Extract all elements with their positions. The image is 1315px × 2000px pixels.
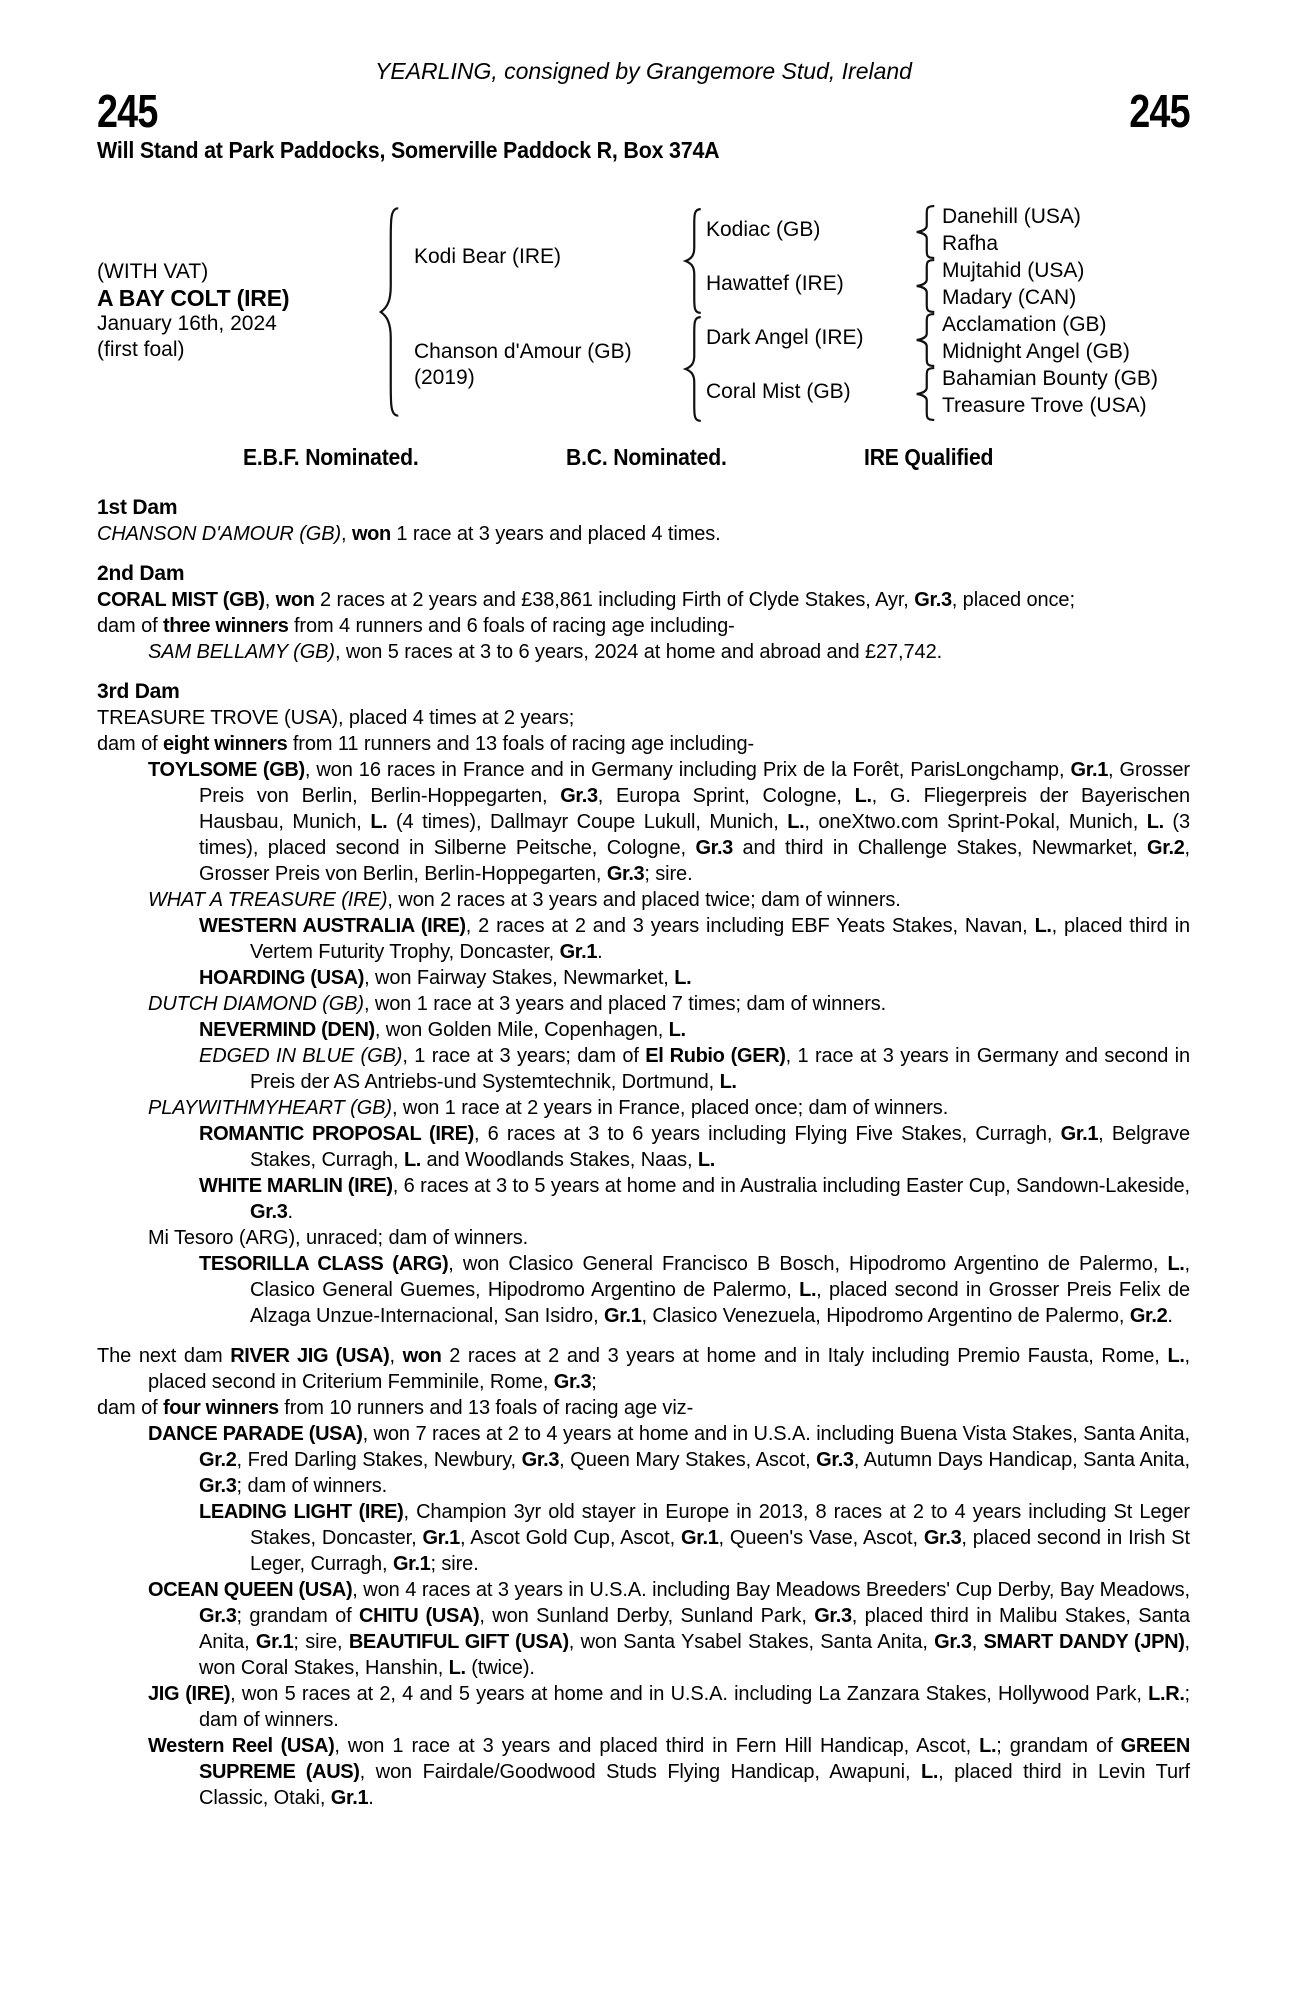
text-run: Gr.1 <box>392 1553 431 1575</box>
text-run: RIVER JIG (USA) <box>230 1345 390 1367</box>
text-run: , 1 race at 3 years in Germany and second in Preis der AS Antriebs-und Systemtechnik, Dortmund, <box>250 1045 1191 1093</box>
stand-location-line: Will Stand at Park Paddocks, Somerville Paddock R, Box 374A <box>97 137 720 163</box>
dam-section <box>97 495 1190 547</box>
curly-brace-icon <box>908 203 938 261</box>
text-run: , G. Fliegerpreis der Bayerischen Hausbau, Munich, <box>199 785 1190 833</box>
text-run: TREASURE TROVE (USA), placed 4 times at 2 years; <box>97 707 575 729</box>
text-run: CHANSON D'AMOUR (GB) <box>97 523 342 545</box>
text-run: ROMANTIC PROPOSAL (IRE) <box>199 1123 474 1145</box>
text-run: L. <box>697 1149 715 1171</box>
text-run: , <box>341 523 352 545</box>
pedigree-sire <box>402 203 678 311</box>
text-run: Gr.3 <box>923 1527 962 1549</box>
dam-heading: 2nd Dam <box>97 562 185 585</box>
text-run: L. <box>1167 1253 1185 1275</box>
text-run: , won 1 race at 3 years and placed 7 times; dam of winners. <box>363 993 887 1015</box>
pedigree-paragraph <box>97 1017 1190 1043</box>
text-run: , won 5 races at 3 to 6 years, 2024 at home and abroad and £27,742. <box>334 641 943 663</box>
curly-brace-icon <box>908 365 938 423</box>
text-run: , <box>264 589 276 611</box>
lot-number-left: 245 <box>97 85 158 137</box>
text-run: Gr.3 <box>934 1631 972 1653</box>
text-run: SAM BELLAMY (GB) <box>148 641 335 663</box>
text-run: L. <box>1167 1345 1185 1367</box>
text-run: . <box>1167 1305 1173 1327</box>
text-run: from 10 runners and 13 foals of racing age viz- <box>278 1397 694 1419</box>
bc-nomination: B.C. Nominated. <box>566 444 727 470</box>
pedigree-paragraph <box>97 705 1190 731</box>
curly-brace-icon <box>678 311 704 427</box>
pedigree-paragraph <box>97 1499 1190 1577</box>
dam-section <box>97 679 1190 1329</box>
text-run: , won Fairdale/Goodwood Studs Flying Handicap, Awapuni, <box>359 1761 922 1783</box>
text-run: L. <box>1146 811 1164 833</box>
text-run: WHITE MARLIN (IRE) <box>199 1175 393 1197</box>
pedigree-brace-gen3-3 <box>908 311 938 365</box>
text-run: Gr.1 <box>422 1527 460 1549</box>
text-run: L. <box>787 811 805 833</box>
text-run: WESTERN AUSTRALIA (IRE) <box>199 915 466 937</box>
pedigree-paragraph <box>97 587 1190 613</box>
granddam-paternal: Hawattef (IRE) <box>706 272 844 295</box>
pedigree-paragraph <box>97 1343 1190 1395</box>
text-run: HOARDING (USA) <box>199 967 365 989</box>
text-run: , <box>971 1631 984 1653</box>
gen3-ancestor: Bahamian Bounty (GB) <box>942 366 1158 390</box>
text-run: , placed third in Vertem Futurity Trophy, Doncaster, <box>250 915 1190 963</box>
pedigree-paragraph <box>97 1225 1190 1251</box>
text-run: CHITU (USA) <box>359 1605 480 1627</box>
pedigree-paragraph <box>97 639 1190 665</box>
text-run: Gr.2 <box>199 1449 237 1471</box>
text-run: Gr.1 <box>330 1787 369 1809</box>
text-run: , won Coral Stakes, Hanshin, <box>199 1631 1190 1679</box>
text-run: . <box>287 1201 293 1223</box>
text-run: ; sire. <box>430 1553 479 1575</box>
text-run: L. <box>674 967 692 989</box>
text-run: dam of <box>97 733 163 755</box>
pedigree-paragraph <box>97 757 1190 887</box>
dam-heading: 3rd Dam <box>97 680 180 703</box>
text-run: , placed second in Irish St Leger, Curragh, <box>250 1527 1190 1575</box>
text-run: SMART DANDY (JPN) <box>983 1631 1185 1653</box>
curly-brace-icon <box>372 203 402 421</box>
pedigree-paragraph <box>97 1043 1190 1095</box>
text-run: Gr.1 <box>559 941 598 963</box>
pedigree-brace-main <box>372 203 402 419</box>
text-run: , placed second in Grosser Preis Felix de Alzaga Unzue-Internacional, San Isidro, <box>250 1279 1190 1327</box>
subject-block <box>97 203 372 419</box>
ebf-nomination: E.B.F. Nominated. <box>243 444 419 470</box>
curly-brace-icon <box>678 203 704 319</box>
text-run: ; sire. <box>644 863 693 885</box>
text-run: EDGED IN BLUE (GB) <box>199 1045 403 1067</box>
text-run: , Grosser Preis von Berlin, Berlin-Hoppegarten, <box>199 759 1190 807</box>
curly-brace-icon <box>908 257 938 315</box>
pedigree-paragraph <box>97 1251 1190 1329</box>
dam-section <box>97 1343 1190 1811</box>
dam-sections <box>97 495 1190 1811</box>
text-run: Gr.2 <box>1129 1305 1168 1327</box>
pedigree-paragraph <box>97 521 1190 547</box>
text-run: 2 races at 2 and 3 years at home and in Italy including Premio Fausta, Rome, <box>441 1345 1168 1367</box>
text-run: L. <box>1034 915 1052 937</box>
text-run: , oneXtwo.com Sprint-Pokal, Munich, <box>804 811 1147 833</box>
gen3-ancestor: Rafha <box>942 231 999 255</box>
text-run: Western Reel (USA) <box>148 1735 335 1757</box>
text-run: , won 16 races in France and in Germany including Prix de la Forêt, ParisLongchamp, <box>304 759 1071 781</box>
pedigree-brace-sire <box>678 203 704 311</box>
text-run: (4 times), Dallmayr Coupe Lukull, Munich, <box>387 811 788 833</box>
text-run: TOYLSOME (GB) <box>148 759 305 781</box>
text-run: Gr.1 <box>603 1305 642 1327</box>
subject-name: A BAY COLT (IRE) <box>97 285 290 311</box>
subject-foal-date: January 16th, 2024 <box>97 312 277 335</box>
text-run: L. <box>370 811 388 833</box>
text-run: , 2 races at 2 and 3 years including EBF Yeats Stakes, Navan, <box>465 915 1035 937</box>
pedigree-paragraph <box>97 1733 1190 1811</box>
pedigree-paragraph <box>97 887 1190 913</box>
text-run: Gr.1 <box>255 1631 294 1653</box>
text-run: , 6 races at 3 to 5 years at home and in Australia including Easter Cup, Sandown-Lakeside, <box>392 1175 1191 1197</box>
text-run: Mi Tesoro (ARG), unraced; dam of winners. <box>148 1227 529 1249</box>
lot-number-row <box>97 85 1190 137</box>
text-run: PLAYWITHMYHEART (GB) <box>148 1097 392 1119</box>
text-run: L.R. <box>1148 1683 1185 1705</box>
pedigree-paragraph <box>97 1681 1190 1733</box>
text-run: , placed second in Criterium Femminile, Rome, <box>148 1345 1190 1393</box>
text-run: , placed once; <box>951 589 1075 611</box>
text-run: , won Golden Mile, Copenhagen, <box>374 1019 669 1041</box>
text-run: , Queen's Vase, Ascot, <box>718 1527 924 1549</box>
dam-heading: 1st Dam <box>97 496 178 519</box>
text-run: won <box>275 589 315 611</box>
pedigree-table <box>97 203 1190 419</box>
subject-foal-note: (first foal) <box>97 338 185 361</box>
ire-qualified-badge: IRE Qualified <box>864 444 994 470</box>
text-run: L. <box>719 1071 737 1093</box>
gen3-ancestor: Treasure Trove (USA) <box>942 393 1147 417</box>
text-run: ; dam of winners. <box>236 1475 388 1497</box>
pedigree-paragraph <box>97 1095 1190 1121</box>
stand-location-row <box>97 136 1190 163</box>
nominations-row <box>97 444 1190 470</box>
dam-year: (2019) <box>414 366 475 389</box>
text-run: , Grosser Preis von Berlin, Berlin-Hoppegarten, <box>199 837 1190 885</box>
text-run: Gr.1 <box>1070 759 1109 781</box>
pedigree-paragraph <box>97 1577 1190 1681</box>
text-run: eight winners <box>163 733 288 755</box>
pedigree-dam <box>402 311 678 419</box>
text-run: , Ascot Gold Cup, Ascot, <box>459 1527 681 1549</box>
text-run: Gr.2 <box>1147 837 1185 859</box>
text-run: , won 1 race at 2 years in France, placed once; dam of winners. <box>391 1097 949 1119</box>
pedigree-paragraph <box>97 1421 1190 1499</box>
pedigree-brace-dam <box>678 311 704 419</box>
text-run: won <box>351 523 391 545</box>
text-run: , won Santa Ysabel Stakes, Santa Anita, <box>568 1631 935 1653</box>
text-run: L. <box>979 1735 997 1757</box>
text-run: , Fred Darling Stakes, Newbury, <box>236 1449 522 1471</box>
text-run: El Rubio (GER) <box>645 1045 786 1067</box>
text-run: . <box>597 941 603 963</box>
text-run: ; sire, <box>293 1631 349 1653</box>
text-run: , won Clasico General Francisco B Bosch, Hipodromo Argentino de Palermo, <box>448 1253 1168 1275</box>
text-run: Gr.3 <box>914 589 952 611</box>
text-run: , Clasico Venezuela, Hipodromo Argentino de Palermo, <box>641 1305 1130 1327</box>
text-run: (3 times), placed second in Silberne Peitsche, Cologne, <box>199 811 1190 859</box>
gen3-ancestor: Acclamation (GB) <box>942 312 1107 336</box>
text-run: 2 races at 2 years and £38,861 including Firth of Clyde Stakes, Ayr, <box>314 589 915 611</box>
text-run: from 4 runners and 6 foals of racing age including- <box>288 615 735 637</box>
text-run: , won 5 races at 2, 4 and 5 years at home and in U.S.A. including La Zanzara Stakes, Hollywood Park, <box>230 1683 1149 1705</box>
text-run: DUTCH DIAMOND (GB) <box>148 993 364 1015</box>
text-run: (twice). <box>465 1657 535 1679</box>
pedigree-brace-gen3-2 <box>908 257 938 311</box>
text-run: , Champion 3yr old stayer in Europe in 2013, 8 races at 2 to 4 years including St Leger Stakes, Doncaster, <box>250 1501 1190 1549</box>
text-run: from 11 runners and 13 foals of racing age including- <box>287 733 755 755</box>
text-run: GREEN SUPREME (AUS) <box>199 1735 1190 1783</box>
subject-vat-note: (WITH VAT) <box>97 260 209 283</box>
text-run: ; grandam of <box>996 1735 1121 1757</box>
text-run: three winners <box>163 615 289 637</box>
text-run: , won 1 race at 3 years and placed third in Fern Hill Handicap, Ascot, <box>334 1735 980 1757</box>
text-run: , won 4 races at 3 years in U.S.A. including Bay Meadows Breeders' Cup Derby, Bay Meadows, <box>352 1579 1190 1601</box>
text-run: The next dam <box>97 1345 231 1367</box>
text-run: CORAL MIST (GB) <box>97 589 265 611</box>
text-run: ; dam of winners. <box>199 1683 1191 1731</box>
text-run: L. <box>403 1149 422 1171</box>
text-run: , won Fairway Stakes, Newmarket, <box>364 967 675 989</box>
pedigree-paragraph <box>97 1173 1190 1225</box>
text-run: . <box>368 1787 374 1809</box>
pedigree-paragraph <box>97 991 1190 1017</box>
text-run: Gr.3 <box>814 1605 852 1627</box>
text-run: , 1 race at 3 years; dam of <box>402 1045 646 1067</box>
text-run: L. <box>448 1657 466 1679</box>
granddam-maternal: Coral Mist (GB) <box>706 380 851 403</box>
grandsire-maternal: Dark Angel (IRE) <box>706 326 864 349</box>
text-run: JIG (IRE) <box>148 1683 231 1705</box>
text-run: and Woodlands Stakes, Naas, <box>421 1149 698 1171</box>
text-run: 1 race at 3 years and placed 4 times. <box>390 523 721 545</box>
text-run: Gr.3 <box>250 1201 288 1223</box>
gen3-ancestor: Madary (CAN) <box>942 285 1077 309</box>
dam-section <box>97 561 1190 665</box>
text-run: Gr.3 <box>199 1605 237 1627</box>
text-run: Gr.3 <box>816 1449 854 1471</box>
text-run: L. <box>799 1279 817 1301</box>
text-run: , Europa Sprint, Cologne, <box>597 785 855 807</box>
grandsire-paternal: Kodiac (GB) <box>706 218 821 241</box>
text-run: Gr.3 <box>695 837 733 859</box>
text-run: L. <box>668 1019 686 1041</box>
text-run: ; grandam of <box>236 1605 360 1627</box>
text-run: NEVERMIND (DEN) <box>199 1019 375 1041</box>
text-run: four winners <box>163 1397 279 1419</box>
text-run: dam of <box>97 1397 163 1419</box>
text-run: L. <box>854 785 872 807</box>
text-run: , won 7 races at 2 to 4 years at home and in U.S.A. including Buena Vista Stakes, Santa Anita, <box>362 1423 1190 1445</box>
text-run: L. <box>921 1761 939 1783</box>
pedigree-brace-gen3-1 <box>908 203 938 257</box>
text-run: Gr.3 <box>553 1371 592 1393</box>
text-run: , won Sunland Derby, Sunland Park, <box>479 1605 815 1627</box>
pedigree-paragraph <box>97 1121 1190 1173</box>
text-run: , <box>389 1345 403 1367</box>
text-run: Gr.3 <box>606 863 645 885</box>
text-run: ; <box>591 1371 597 1393</box>
dam-name: Chanson d'Amour (GB) <box>414 340 632 363</box>
text-run: Gr.3 <box>560 785 598 807</box>
text-run: Gr.3 <box>521 1449 560 1471</box>
text-run: , Autumn Days Handicap, Santa Anita, <box>853 1449 1190 1471</box>
text-run: LEADING LIGHT (IRE) <box>199 1501 404 1523</box>
pedigree-paragraph <box>97 1395 1190 1421</box>
text-run: Gr.3 <box>199 1475 237 1497</box>
gen3-ancestor: Midnight Angel (GB) <box>942 339 1130 363</box>
text-run: TESORILLA CLASS (ARG) <box>199 1253 449 1275</box>
pedigree-paragraph <box>97 613 1190 639</box>
text-run: , won 2 races at 3 years and placed twice; dam of winners. <box>387 889 901 911</box>
consignment-line: YEARLING, consigned by Grangemore Stud, Ireland <box>375 58 912 84</box>
text-run: , placed third in Levin Turf Classic, Otaki, <box>199 1761 1190 1809</box>
text-run: , Clasico General Guemes, Hipodromo Argentino de Palermo, <box>250 1253 1190 1301</box>
sire-name: Kodi Bear (IRE) <box>414 245 562 268</box>
pedigree-paragraph <box>97 913 1190 965</box>
gen3-ancestor: Mujtahid (USA) <box>942 258 1085 282</box>
pedigree-paragraph <box>97 731 1190 757</box>
text-run: won <box>402 1345 442 1367</box>
text-run: Gr.1 <box>680 1527 719 1549</box>
text-run: , 6 races at 3 to 6 years including Flying Five Stakes, Curragh, <box>473 1123 1061 1145</box>
text-run: BEAUTIFUL GIFT (USA) <box>348 1631 569 1653</box>
text-run: and third in Challenge Stakes, Newmarket, <box>732 837 1147 859</box>
text-run: , placed third in Malibu Stakes, Santa Anita, <box>199 1605 1191 1653</box>
curly-brace-icon <box>908 311 938 369</box>
text-run: , Queen Mary Stakes, Ascot, <box>559 1449 817 1471</box>
text-run: , Belgrave Stakes, Curragh, <box>250 1123 1190 1171</box>
text-run: DANCE PARADE (USA) <box>148 1423 363 1445</box>
text-run: Gr.1 <box>1060 1123 1099 1145</box>
gen3-ancestor: Danehill (USA) <box>942 204 1081 228</box>
text-run: dam of <box>97 615 163 637</box>
lot-number-right: 245 <box>1129 85 1190 137</box>
pedigree-brace-gen3-4 <box>908 365 938 419</box>
text-run: WHAT A TREASURE (IRE) <box>148 889 388 911</box>
pedigree-paragraph <box>97 965 1190 991</box>
text-run: OCEAN QUEEN (USA) <box>148 1579 353 1601</box>
